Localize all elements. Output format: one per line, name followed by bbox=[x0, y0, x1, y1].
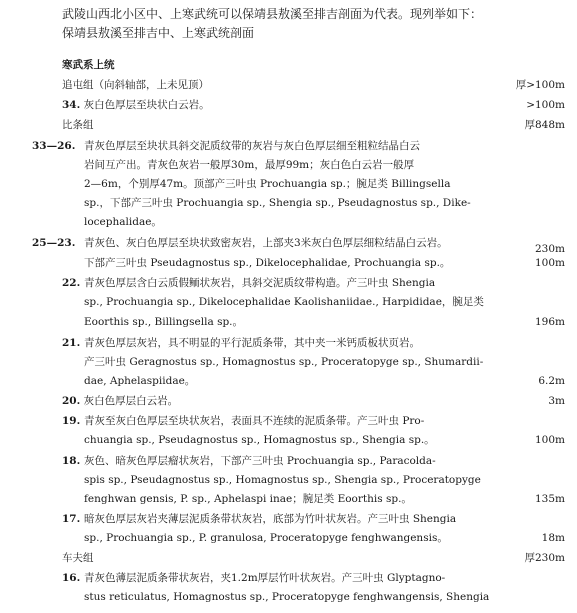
bed-25-23-line-2: 下部产三叶虫 Pseudagnostus sp., Dikelocephalidae, Prochuangia sp.。 bbox=[84, 257, 451, 269]
bed-text: 灰白色厚层白云岩。 bbox=[83, 395, 179, 407]
bed-33-26-line-1: 青灰色厚层至块状具斜交泥质纹带的灰岩与灰白色厚层细至粗粒结晶白云 bbox=[84, 140, 420, 152]
bed-17-line-1: 暗灰色厚层灰岩夹薄层泥质条带状灰岩，底部为竹叶状灰岩。产三叶虫 Shengia bbox=[84, 513, 457, 525]
bed-19-line-1: 青灰至灰白色厚层至块状灰岩，表面具不连续的泥质条带。产三叶虫 Pro- bbox=[84, 415, 425, 427]
bed-17-line-2: sp., Prochuangia sp., P. granulosa, Proceratopyge fenghwangensis。 bbox=[84, 532, 448, 544]
bed-number: 34. bbox=[62, 99, 81, 111]
bed-17-number: 17. bbox=[62, 513, 81, 525]
bed-22-line-3: Eoorthis sp., Billingsella sp.。 bbox=[84, 316, 244, 328]
thickness-zhuitun: 厚>100m bbox=[515, 79, 565, 91]
thickness-bed-17: 18m bbox=[541, 532, 565, 544]
thickness-bed-22: 196m bbox=[535, 316, 565, 328]
bed-19-number: 19. bbox=[62, 415, 81, 427]
thickness-bed-20: 3m bbox=[548, 395, 565, 407]
intro-line-1: 武陵山西北小区中、上寒武统可以保靖县敖溪至排吉剖面为代表。现列举如下： bbox=[62, 7, 483, 21]
thickness-bed-19: 100m bbox=[535, 434, 565, 446]
bed-16-number: 16. bbox=[62, 572, 81, 584]
bed-18-line-3: fenghwan gensis, P. sp., Aphelaspi inae；腕足类 Eoorthis sp.。 bbox=[84, 493, 412, 505]
thickness-chefu: 厚230m bbox=[524, 552, 565, 564]
bed-16-line-2: stus reticulatus, Homagnostus sp., Proceratopyge fenghwangensis, Shengia bbox=[84, 591, 490, 603]
bed-22-line-2: sp., Prochuangia sp., Dikelocephalidae Kaolishaniidae., Harpididae，腕足类 bbox=[84, 296, 484, 308]
bed-25-23-number: 25—23. bbox=[32, 237, 76, 249]
bed-18-line-1: 灰色、暗灰色厚层瘤状灰岩，下部产三叶虫 Prochuangia sp., Paracolda- bbox=[84, 455, 436, 467]
bed-33-26-number: 33—26. bbox=[32, 140, 76, 152]
bed-number: 20. bbox=[62, 395, 81, 407]
bed-25-23-line-1: 青灰色、灰白色厚层至块状致密灰岩，上部夹3米灰白色厚层细粒结晶白云岩。 bbox=[84, 237, 448, 249]
section-title: 保靖县敖溪至排吉中、上寒武统剖面 bbox=[62, 26, 255, 40]
thickness-bijiao: 厚848m bbox=[524, 119, 565, 131]
bed-33-26-line-4: sp.，下部产三叶虫 Prochuangia sp., Shengia sp., Pseudagnostus sp., Dike- bbox=[84, 197, 471, 209]
bed-18-line-2: spis sp., Pseudagnostus sp., Homagnostus sp., Shengia sp., Proceratopyge bbox=[84, 474, 481, 486]
bed-text: 灰白色厚层至块状白云岩。 bbox=[83, 99, 210, 111]
heading-upper-series: 寒武系上统 bbox=[62, 59, 115, 71]
bed-16-line-1: 青灰色薄层泥质条带状灰岩，夹1.2m厚层竹叶状灰岩。产三叶虫 Glyptagno- bbox=[84, 572, 446, 584]
bed-21-line-3: dae, Aphelaspiidae。 bbox=[84, 375, 196, 387]
bed-33-26-line-3: 2—6m，个别厚47m。顶部产三叶虫 Prochuangia sp.；腕足类 Billingsella bbox=[84, 178, 451, 190]
thickness-bed-21: 6.2m bbox=[538, 375, 565, 387]
intro-paragraph bbox=[62, 5, 567, 43]
bed-19-line-2: chuangia sp., Pseudagnostus sp., Homagnostus sp., Shengia sp.。 bbox=[84, 434, 435, 446]
bed-21-number: 21. bbox=[62, 337, 81, 349]
bed-33-26-line-2: 岩间互产出。青灰色灰岩一般厚30m，最厚99m；灰白色白云岩一般厚 bbox=[84, 159, 415, 171]
bed-22-line-1: 青灰色厚层含白云质假鲕状灰岩，具斜交泥质纹带构造。产三叶虫 Shengia bbox=[84, 277, 436, 289]
bed-21-line-1: 青灰色厚层灰岩，具不明显的平行泥质条带，其中夹一米钙质板状页岩。 bbox=[84, 337, 420, 349]
formation-zhuitun: 追屯组（向斜轴部，上未见顶） bbox=[62, 79, 209, 91]
bed-21-line-2: 产三叶虫 Geragnostus sp., Homagnostus sp., Proceratopyge sp., Shumardii- bbox=[84, 356, 484, 368]
bed-33-26-line-5: locephalidae。 bbox=[84, 216, 162, 228]
thickness-bed-33-26: 230m bbox=[535, 243, 565, 255]
formation-bijiao: 比条组 bbox=[62, 119, 94, 131]
thickness-bed-25-23: 100m bbox=[535, 257, 565, 269]
bed-34 bbox=[62, 100, 210, 111]
bed-22-number: 22. bbox=[62, 277, 81, 289]
bed-18-number: 18. bbox=[62, 455, 81, 467]
bed-20 bbox=[62, 396, 178, 407]
formation-chefu: 车夫组 bbox=[62, 552, 94, 564]
thickness-bed-18: 135m bbox=[535, 493, 565, 505]
thickness-bed-34: >100m bbox=[526, 99, 565, 111]
